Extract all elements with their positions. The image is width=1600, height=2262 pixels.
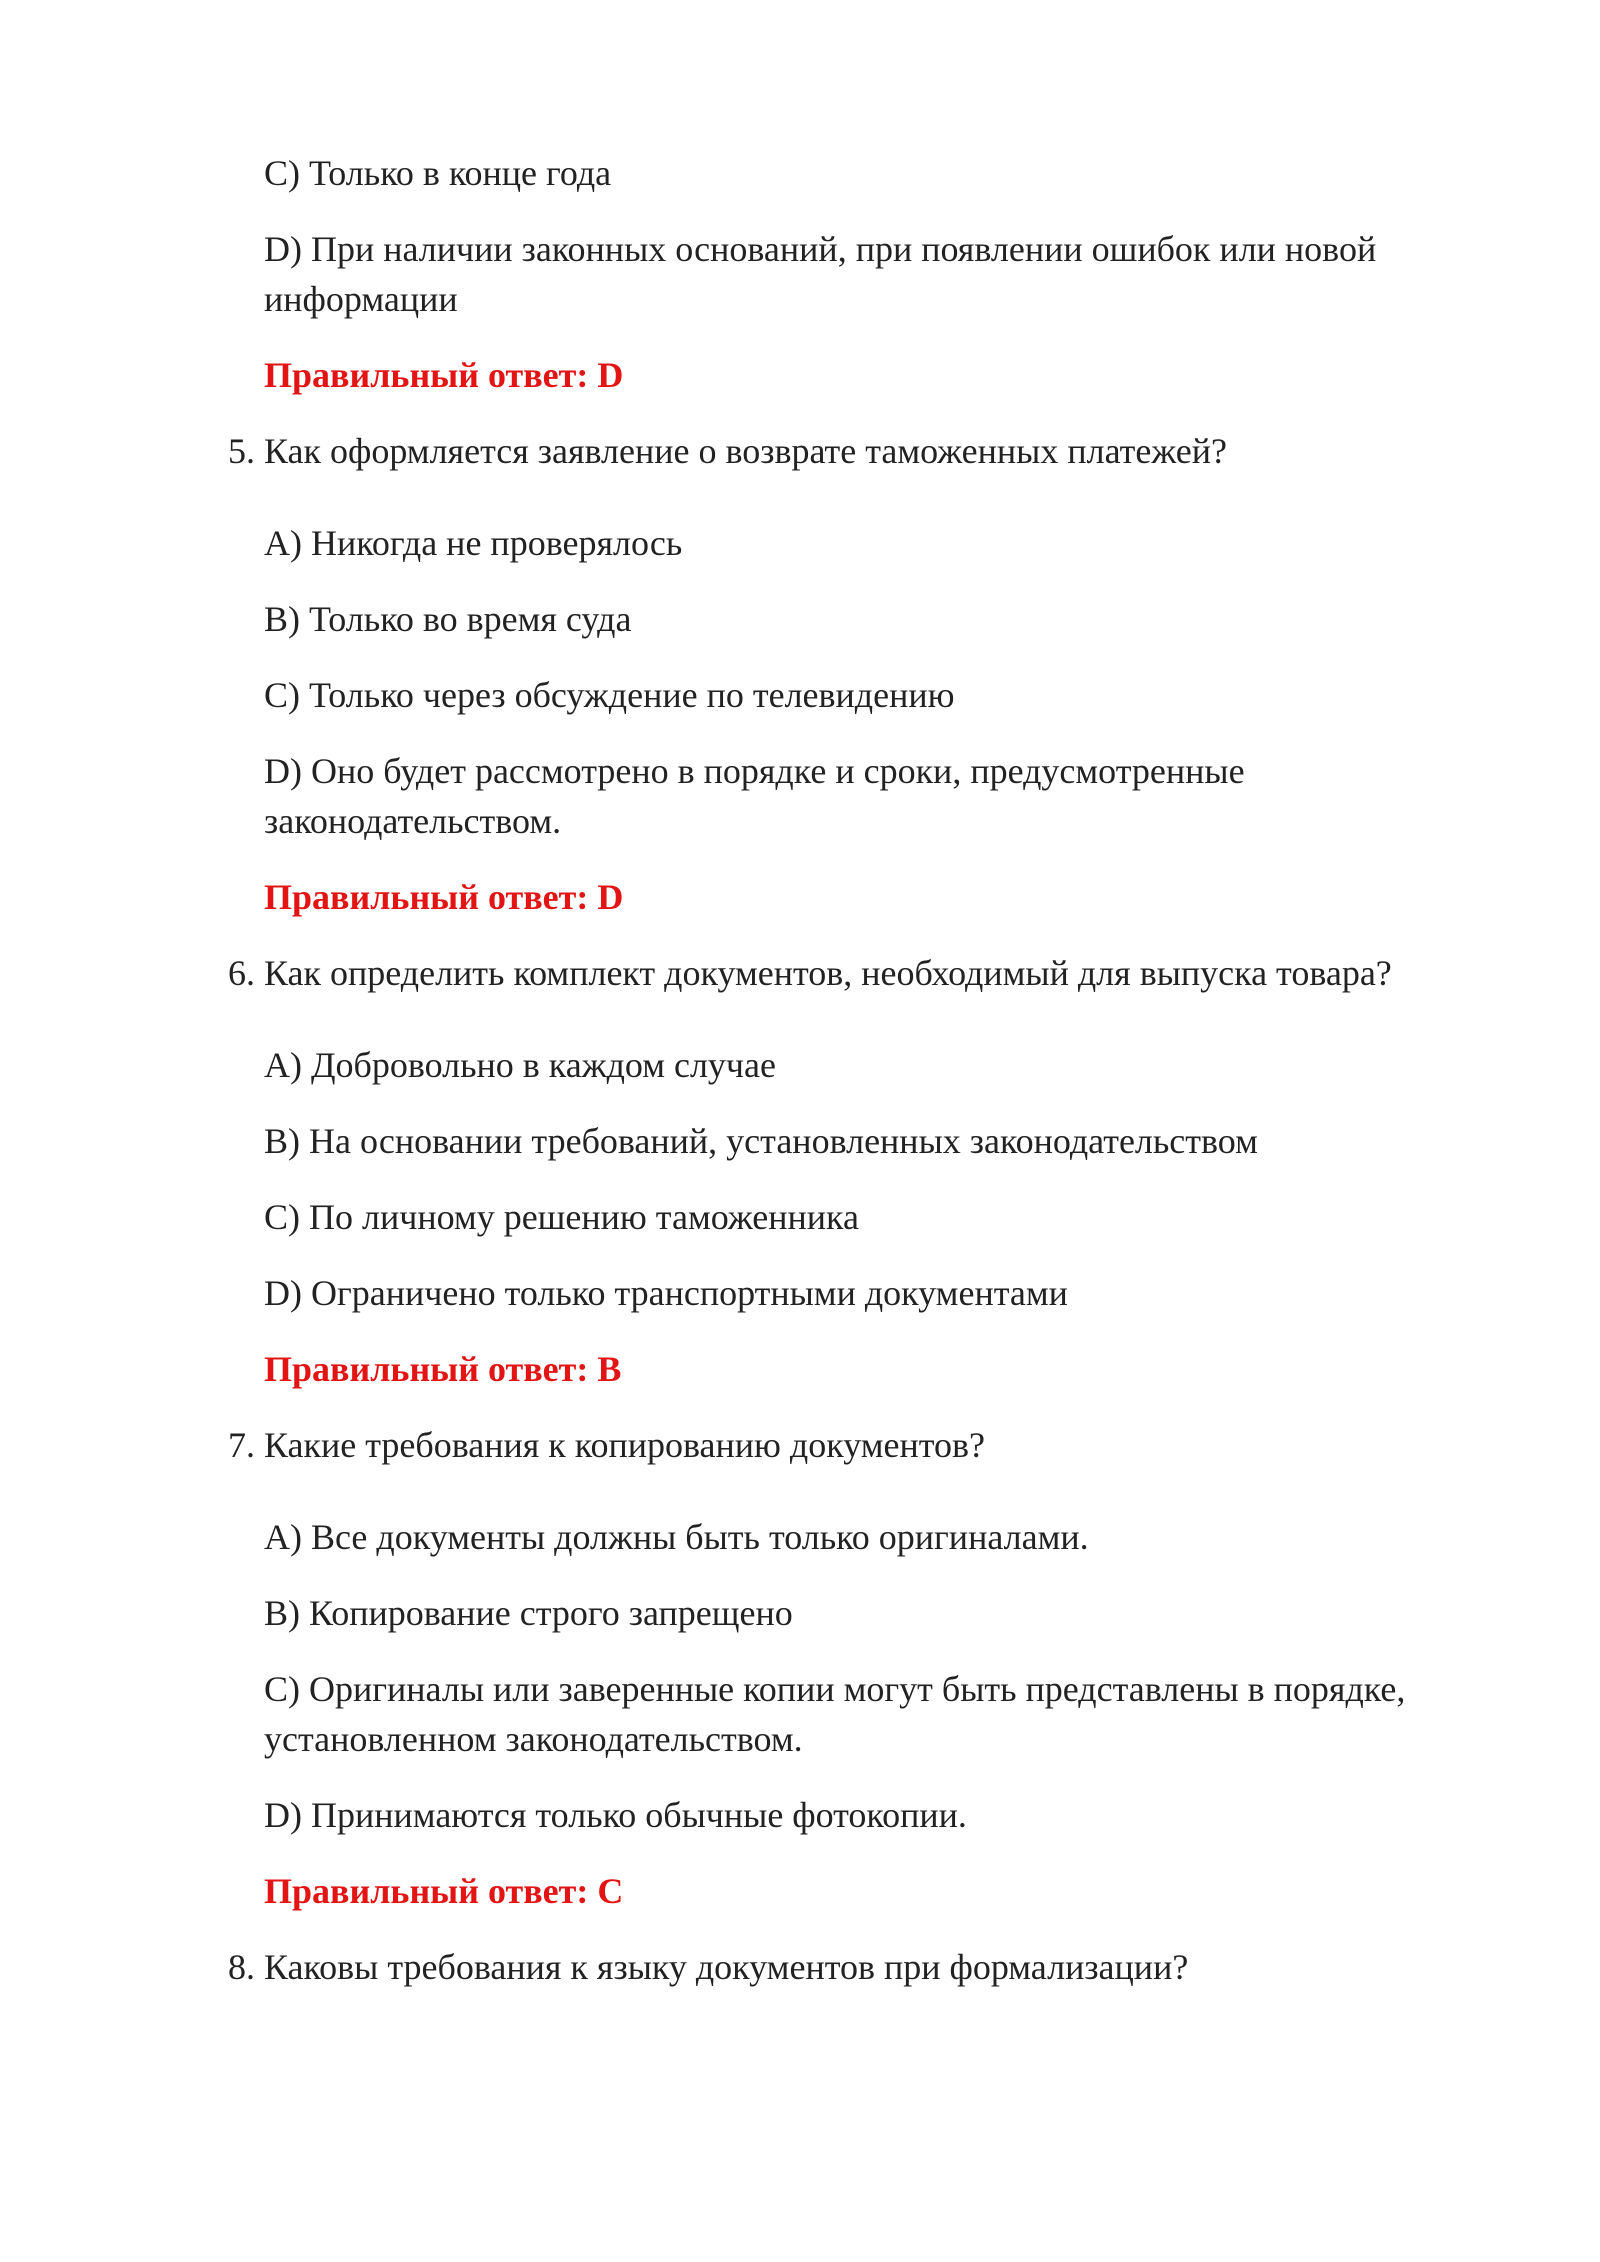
- option-a: A) Добровольно в каждом случае: [264, 1045, 776, 1085]
- question-7: [228, 1420, 1458, 1470]
- question-number: 6.: [228, 953, 255, 993]
- option-d: D) Оно будет рассмотрено в порядке и сроки, предусмотренные законодательством.: [264, 751, 1245, 841]
- correct-answer: Правильный ответ: D: [264, 877, 624, 917]
- option-c: C) По личному решению таможенника: [264, 1197, 859, 1237]
- question-text: Как определить комплект документов, необходимый для выпуска товара?: [264, 953, 1392, 993]
- option-d: D) Принимаются только обычные фотокопии.: [264, 1795, 967, 1835]
- option-a: А) Никогда не проверялось: [264, 523, 683, 563]
- correct-answer: Правильный ответ: B: [264, 1349, 622, 1389]
- correct-answer: Правильный ответ: C: [264, 1871, 624, 1911]
- option-c: C) Только в конце года: [264, 153, 612, 193]
- option-d: D) Ограничено только транспортными документами: [264, 1273, 1068, 1313]
- question-text: Как оформляется заявление о возврате таможенных платежей?: [264, 431, 1227, 471]
- question-text: Каковы требования к языку документов при формализации?: [264, 1947, 1189, 1987]
- question-number: 5.: [228, 431, 255, 471]
- question-6: [228, 948, 1458, 998]
- option-a: A) Все документы должны быть только оригиналами.: [264, 1517, 1089, 1557]
- question-text: Какие требования к копированию документов?: [264, 1425, 986, 1465]
- question-number: 8.: [228, 1947, 255, 1987]
- option-d: D) При наличии законных оснований, при появлении ошибок или новой информации: [264, 229, 1377, 319]
- question-5: [228, 426, 1458, 476]
- correct-answer: Правильный ответ: D: [264, 355, 624, 395]
- document-content: [228, 148, 1458, 2034]
- option-c: C) Оригиналы или заверенные копии могут быть представлены в порядке, установленном законодательством.: [264, 1669, 1406, 1759]
- option-b: B) На основании требований, установленных законодательством: [264, 1121, 1258, 1161]
- option-b: B) Копирование строго запрещено: [264, 1593, 793, 1633]
- question-8: [228, 1942, 1458, 1992]
- question-number: 7.: [228, 1425, 255, 1465]
- option-b: B) Только во время суда: [264, 599, 632, 639]
- option-c: C) Только через обсуждение по телевидению: [264, 675, 955, 715]
